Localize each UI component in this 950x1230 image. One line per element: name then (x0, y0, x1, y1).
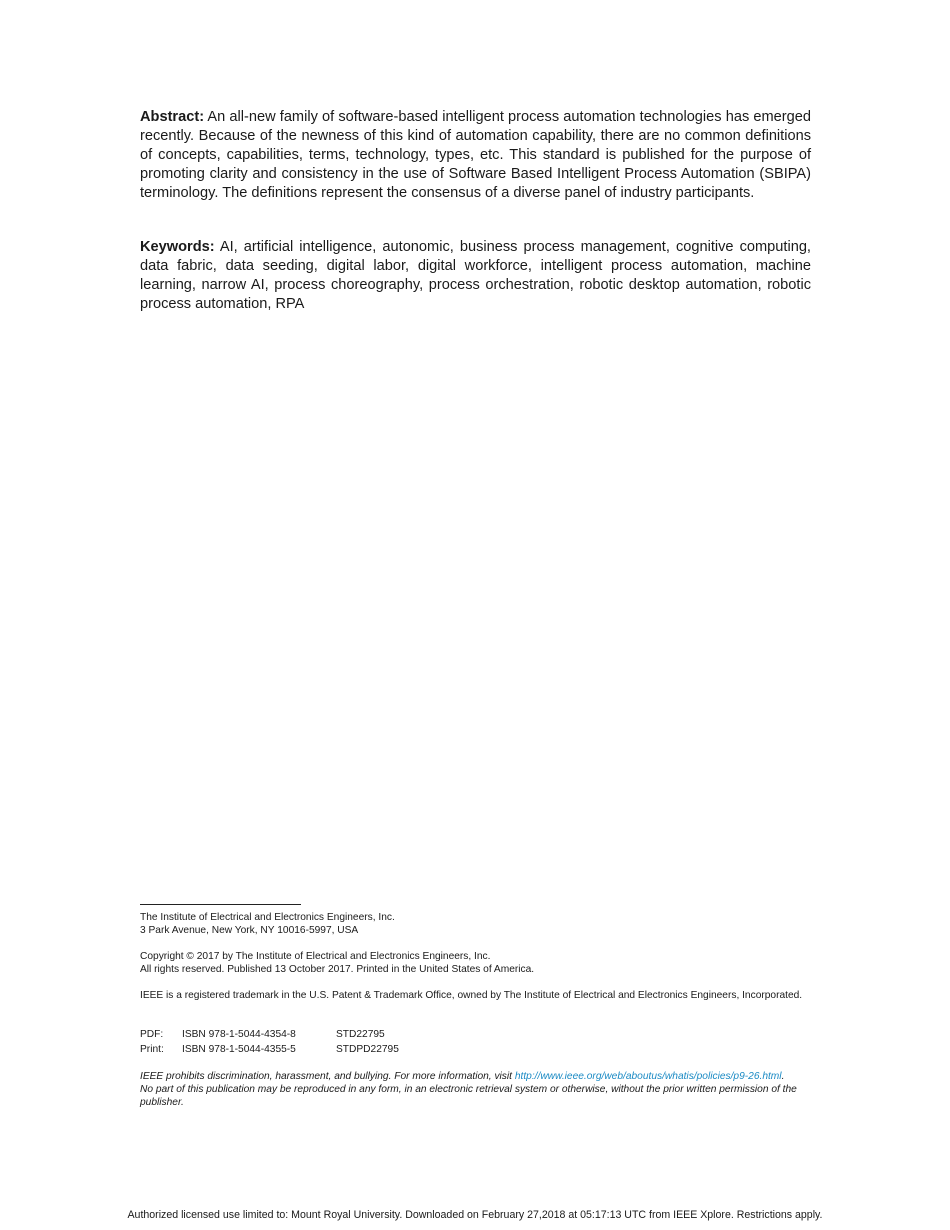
footnote-divider (140, 904, 301, 905)
isbn-format: Print: (140, 1044, 164, 1055)
keywords-text: AI, artificial intelligence, autonomic, business process management, cognitive computing, data fabric, data seeding, digital labor, digital workforce, intelligent process automation, machine learning, narrow AI, process choreography, process orchestration, robotic desktop automation, robotic process automation, RPA (140, 239, 811, 312)
trademark-text: IEEE is a registered trademark in the U.S. Patent & Trademark Office, owned by The Institute of Electrical and Electronics Engineers, Incorporated. (140, 990, 803, 1001)
publisher-info (140, 911, 811, 937)
authorization-footer: Authorized licensed use limited to: Mount Royal University. Downloaded on February 27,2018 at 05:17:13 UTC from IEEE Xplore. Restrictions apply. (127, 1209, 823, 1221)
policy-text: IEEE prohibits discrimination, harassment, and bullying. For more information, visit (140, 1071, 515, 1082)
policy-notice (140, 1070, 811, 1109)
policy-paragraph (140, 1070, 811, 1083)
copyright-info (140, 950, 811, 976)
isbn-number: ISBN 978-1-5044-4354-8 (182, 1029, 296, 1040)
keywords-label: Keywords: (140, 239, 215, 255)
isbn-format: PDF: (140, 1029, 164, 1040)
isbn-table (140, 1027, 811, 1057)
abstract-label: Abstract: (140, 109, 205, 125)
rights-reserved-line: All rights reserved. Published 13 October 2017. Printed in the United States of America. (140, 964, 535, 975)
isbn-row-print (140, 1042, 811, 1057)
isbn-number: ISBN 978-1-5044-4355-5 (182, 1044, 296, 1055)
keywords-paragraph (140, 238, 811, 314)
copyright-line: Copyright © 2017 by The Institute of Electrical and Electronics Engineers, Inc. (140, 951, 491, 962)
publisher-address: 3 Park Avenue, New York, NY 10016-5997, USA (140, 925, 359, 936)
policy-link[interactable]: http://www.ieee.org/web/aboutus/whatis/policies/p9-26.html (514, 1071, 782, 1082)
trademark-notice (140, 989, 811, 1002)
abstract-paragraph (140, 108, 811, 203)
publisher-name: The Institute of Electrical and Electronics Engineers, Inc. (140, 912, 395, 923)
isbn-code: STDPD22795 (336, 1044, 399, 1055)
abstract-text: An all-new family of software-based intelligent process automation technologies has emerged recently. Because of the newness of this kind of automation capability, there are no common definitions of concepts, capabilities, terms, technology, types, etc. This standard is published for the purpose of promoting clarity and consistency in the use of Software Based Intelligent Process Automation (SBIPA) terminology. The definitions represent the consensus of a diverse panel of industry participants. (140, 109, 811, 201)
policy-end: . (781, 1071, 785, 1082)
isbn-code: STD22795 (336, 1029, 385, 1040)
isbn-row-pdf (140, 1027, 811, 1042)
reproduction-notice: No part of this publication may be reproduced in any form, in an electronic retrieval system or otherwise, without the prior written permission of the publisher. (140, 1084, 797, 1108)
